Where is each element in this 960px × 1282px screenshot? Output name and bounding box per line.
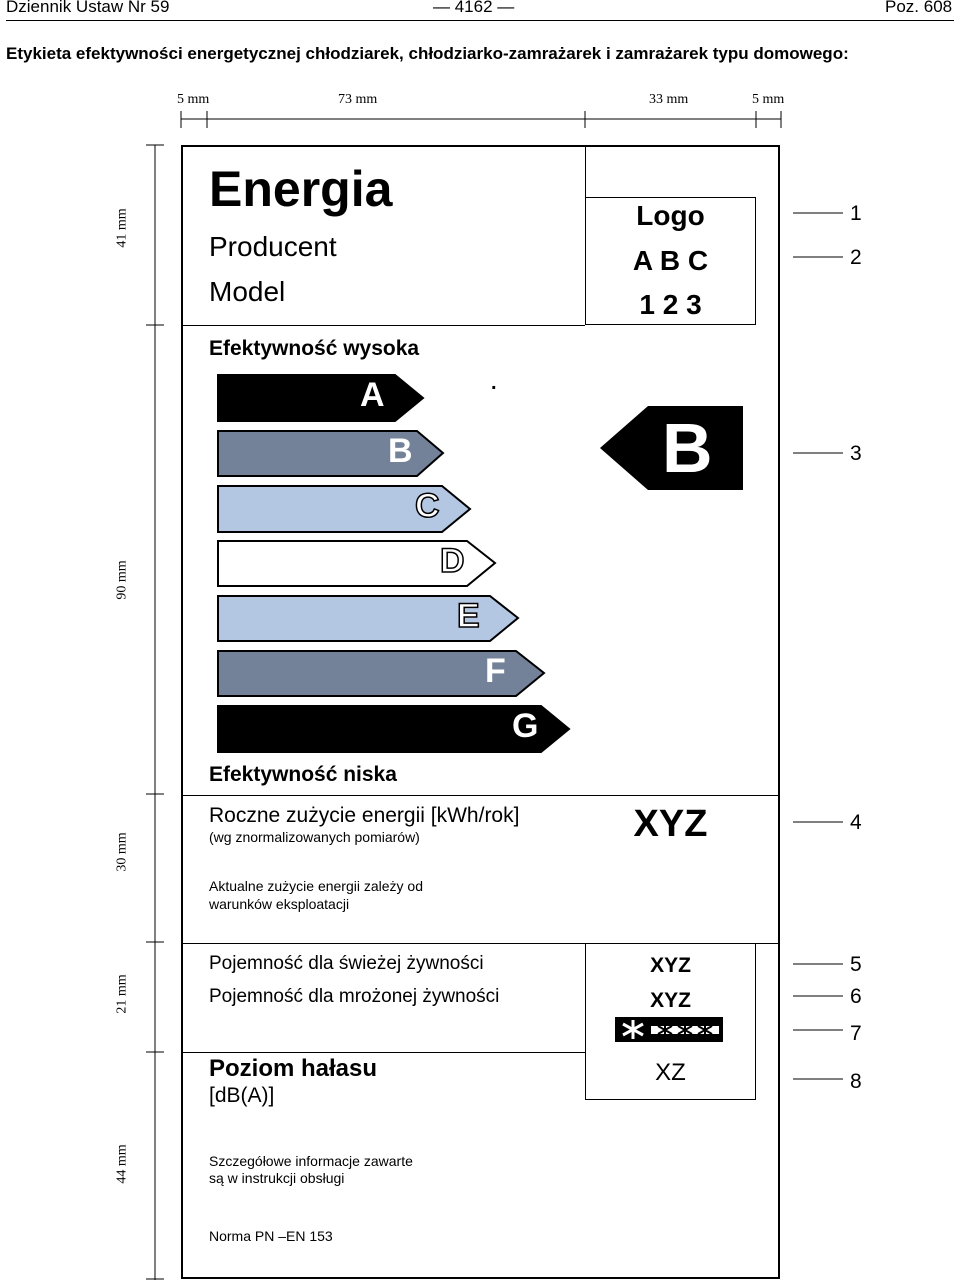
norm-reference: Norma PN –EN 153 <box>209 1228 333 1244</box>
page-number: — 4162 — <box>433 0 515 16</box>
current-class-letter: B <box>662 409 713 487</box>
journal-name: Dziennik Ustaw Nr 59 <box>6 0 170 16</box>
producer-label: Producent <box>209 231 337 262</box>
callout-5: 5 <box>850 953 862 976</box>
dim-top-1: 5 mm <box>177 92 210 107</box>
class-letter-f: F <box>485 652 506 690</box>
callout-4: 4 <box>850 811 862 834</box>
class-letter-d: D <box>440 542 465 580</box>
consumption-note-line-2: warunków eksploatacji <box>209 896 350 912</box>
info-line-2: są w instrukcji obsługi <box>209 1170 345 1186</box>
frozen-food-capacity-label: Pojemność dla mrożonej żywności <box>209 986 500 1007</box>
efficiency-high-label: Efektywność wysoka <box>209 337 420 360</box>
dim-left-2: 90 mm <box>114 560 130 600</box>
efficiency-low-label: Efektywność niska <box>209 763 397 786</box>
callout-8: 8 <box>850 1070 862 1093</box>
label-title: Energia <box>209 161 393 217</box>
class-letter-c: C <box>415 487 440 525</box>
dim-left-4: 21 mm <box>114 974 130 1014</box>
callout-2: 2 <box>850 246 862 269</box>
model-label: Model <box>209 276 286 307</box>
callout-3: 3 <box>850 442 862 465</box>
dim-top-4: 5 mm <box>752 92 785 107</box>
position-number: Poz. 608 <box>885 0 953 16</box>
logo-text: Logo <box>636 200 705 231</box>
dim-top-2: 73 mm <box>338 92 378 107</box>
consumption-value: XYZ <box>633 803 708 845</box>
class-letter-e: E <box>457 597 480 635</box>
callout-1: 1 <box>850 202 862 225</box>
document-title: Etykieta efektywności energetycznej chłodziarek, chłodziarko-zamrażarek i zamrażarek typu domowego: <box>6 44 849 63</box>
noise-level-label: Poziom hałasu <box>209 1055 378 1082</box>
dim-left-5: 44 mm <box>114 1144 130 1184</box>
consumption-subtitle: (wg znormalizowanych pomiarów) <box>209 829 420 845</box>
consumption-title: Roczne zużycie energii [kWh/rok] <box>209 804 520 827</box>
dim-top-3: 33 mm <box>649 92 689 107</box>
callout-6: 6 <box>850 985 862 1008</box>
logo-123: 1 2 3 <box>639 289 702 320</box>
dim-left-3: 30 mm <box>114 832 130 872</box>
info-line-1: Szczegółowe informacje zawarte <box>209 1153 413 1169</box>
callout-7: 7 <box>850 1022 862 1045</box>
stray-dot: . <box>491 372 497 394</box>
frozen-food-capacity-value: XYZ <box>650 989 691 1012</box>
class-letter-g: G <box>512 707 539 745</box>
noise-level-value: XZ <box>655 1059 686 1086</box>
class-letter-a: A <box>360 376 385 414</box>
consumption-note-line-1: Aktualne zużycie energii zależy od <box>209 878 424 894</box>
dim-left-1: 41 mm <box>114 208 130 248</box>
fresh-food-capacity-value: XYZ <box>650 954 691 977</box>
fresh-food-capacity-label: Pojemność dla świeżej żywności <box>209 953 484 974</box>
logo-abc: A B C <box>632 245 709 276</box>
noise-level-unit: [dB(A)] <box>209 1084 275 1107</box>
class-letter-b: B <box>388 432 413 470</box>
